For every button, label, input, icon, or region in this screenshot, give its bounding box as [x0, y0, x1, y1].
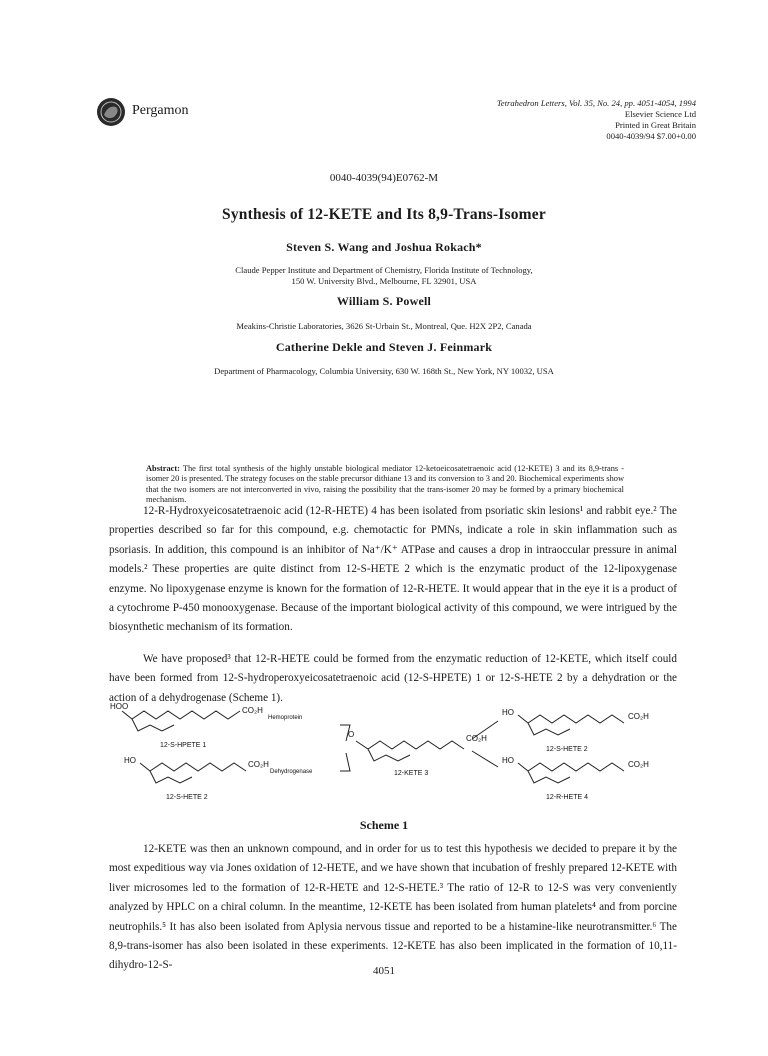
author-names: William S. Powell	[336, 294, 432, 308]
ho-label: HO	[502, 756, 514, 765]
compound-2-label: 12-S-HETE 2	[166, 794, 208, 801]
publisher-name: Pergamon	[132, 103, 189, 118]
co2h-label: CO₂H	[248, 760, 269, 769]
affiliation-line: 150 W. University Blvd., Melbourne, FL 32901, USA	[291, 276, 477, 286]
author-affiliation	[0, 265, 768, 287]
ho-label: HO	[502, 708, 514, 717]
compound-4-label: 12-R-HETE 4	[546, 794, 589, 801]
journal-citation	[497, 98, 696, 142]
scheme-caption: Scheme 1	[359, 818, 409, 832]
o-label: O	[348, 730, 355, 739]
r-hete-chain	[518, 763, 624, 771]
co2h-label: CO₂H	[242, 706, 263, 715]
paper-title: Synthesis of 12-KETE and Its 8,9-Trans-Isomer	[222, 206, 546, 223]
ho-label: HO	[124, 756, 136, 765]
body-paragraph-3	[109, 840, 677, 976]
hete-chain-right	[518, 715, 624, 723]
pergamon-logo-icon	[96, 97, 126, 127]
abstract-text: The first total synthesis of the highly unstable biological mediator 12-ketoeicosatetraenoic acid (12-KETE) 3 and its 8,9-trans -isomer 20 is presented. The strategy focuses on the stable precursor dithiane 13 and its conversion to 3 and 20. Biochemical experiments show that the two isomers are not interconverted in vivo, raising the possibility that the trans-isomer 20 may be formed by a primary biochemical mechanism.	[146, 464, 624, 505]
body-paragraph-1	[109, 502, 677, 638]
compound-1-label: 12-S-HPETE 1	[160, 742, 207, 749]
paragraph-text: 12-R-Hydroxyeicosatetraenoic acid (12-R-HETE) 4 has been isolated from psoriatic skin lesions¹ and rabbit eye.² The properties described so far for this compound, e.g. chemotactic for PMNs, indicate a role in skin inflammation such as psoriasis. In addition, this compound is an inhibitor of Na⁺/K⁺ ATPase and causes a drop in intraoccular pressure in animal models.² These properties are quite distinct from 12-S-HETE 2 which is the enzymatic product of the 12-lipoxygenase enzyme. No lipoxygenase enzyme is known for the formation of 12-R-HETE. It would appear that in the eye it is a product of a cytochrome P-450 monooxygenase. Because of the important biological activity of this compound, we were intrigued by the biosynthetic mechanism of its formation.	[109, 505, 677, 634]
journal-line: 0040-4039/94 $7.00+0.00	[606, 131, 696, 141]
kete-chain	[356, 741, 464, 749]
page-number: 4051	[373, 965, 395, 977]
article-doi: 0040-4039(94)E0762-M	[329, 172, 439, 184]
co2h-label: CO₂H	[628, 760, 649, 769]
reduction-arrow-down	[472, 751, 498, 767]
hete-tail-right	[528, 723, 570, 735]
co2h-label: CO₂H	[628, 712, 649, 721]
compound-2-label: 12-S-HETE 2	[546, 746, 588, 753]
hete-tail-left	[150, 771, 192, 783]
kete-tail	[368, 749, 410, 761]
journal-line: Printed in Great Britain	[615, 120, 696, 130]
paragraph-text: We have proposed³ that 12-R-HETE could be formed from the enzymatic reduction of 12-KETE, which itself could have been formed from 12-S-hydroperoxyeicosatetraenoic acid (12-S-HPETE) 1 or 12-S-HETE 2 by a dehydration or the action of a dehydrogenase (Scheme 1).	[109, 653, 677, 704]
affiliation-line: Claude Pepper Institute and Department of Chemistry, Florida Institute of Technology,	[235, 265, 533, 275]
journal-line: Tetrahedron Letters, Vol. 35, No. 24, pp. 4051-4054, 1994	[496, 98, 696, 108]
r-hete-tail	[528, 771, 570, 783]
abstract	[146, 464, 624, 506]
dehydrogenase-label: Dehydrogenase	[270, 769, 313, 775]
abstract-label: Abstract:	[146, 464, 180, 473]
compound-3-label: 12-KETE 3	[394, 770, 429, 777]
author-names: Catherine Dekle and Steven J. Feinmark	[275, 340, 493, 354]
paragraph-text: 12-KETE was then an unknown compound, and in order for us to test this hypothesis we decided to prepare it by the most expeditious way via Jones oxidation of 12-HETE, and we have shown that incubation of freshly prepared 12-KETE with liver microsomes led to the formation of 12-R-HETE and 12-S-HETE.³ The ratio of 12-R to 12-S was very conveniently analyzed by HPLC on a chiral column. In the meantime, 12-KETE has been isolated from human platelets⁴ and from porcine neutrophils.⁵ It has also been isolated from Aplysia nervous tissue and reported to be a histamine-like neurotransmitter.⁶ The 8,9-trans-isomer has also been isolated in these experiments. 12-KETE has also been implicated in the formation of 10,11-dihydro-12-S-	[109, 843, 677, 972]
author-affiliation: Department of Pharmacology, Columbia University, 630 W. 168th St., New York, NY 10032, USA	[214, 366, 554, 376]
hete-chain-left	[140, 763, 246, 771]
body-paragraph-2	[109, 650, 677, 708]
hoo-label: HOO	[110, 702, 129, 711]
journal-line: Elsevier Science Ltd	[624, 109, 696, 119]
hpete-tail	[132, 719, 174, 731]
author-affiliation: Meakins-Christie Laboratories, 3626 St-Urbain St., Montreal, Que. H2X 2P2, Canada	[236, 321, 532, 331]
dehydrogenase-arrow	[340, 753, 350, 771]
hemoprotein-label: Hemoprotein	[268, 715, 303, 721]
hpete-chain	[122, 711, 240, 719]
scheme-1-diagram	[110, 701, 680, 813]
author-names: Steven S. Wang and Joshua Rokach*	[286, 240, 482, 254]
co2h-label: CO₂H	[466, 734, 487, 743]
